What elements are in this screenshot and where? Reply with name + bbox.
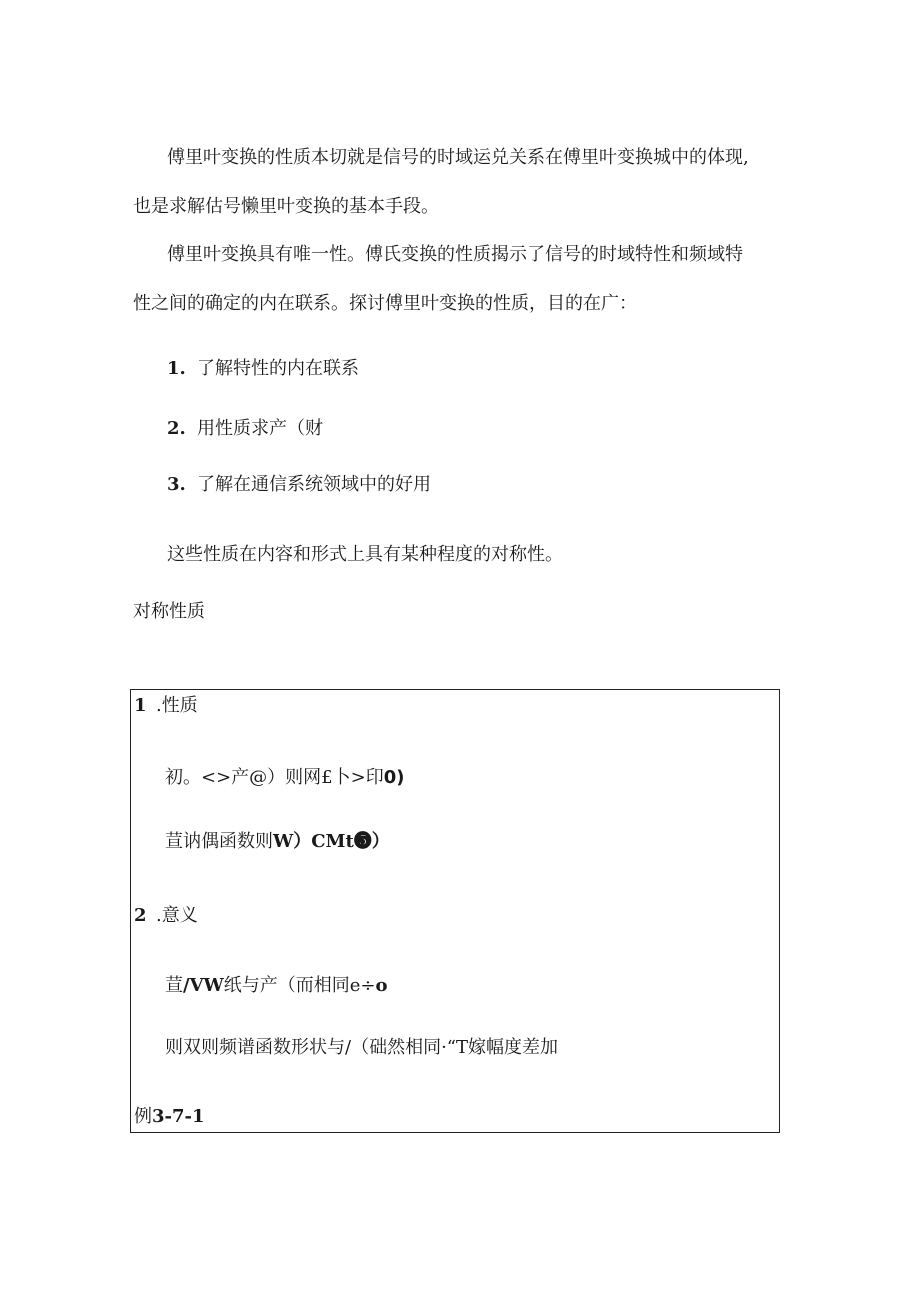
list-item-text: 了解在通信系统领域中的好用: [197, 474, 431, 495]
meaning-line-1: [165, 974, 388, 998]
intro-paragraph-2-line-1: 傅里叶变换具有唯一性。傅氏变换的性质揭示了信号的时域特性和频域特: [167, 244, 743, 265]
intro-paragraph-1-line-1: 傅里叶变换的性质本切就是信号的时域运兑关系在傅里叶变换城中的体现,: [167, 147, 749, 168]
list-item-text: 了解特性的内在联系: [197, 358, 359, 379]
meaning-line-2: 则双则频谱函数形状与/（础然相同·“T嫁幅度差加: [165, 1037, 558, 1058]
meaning-line-1-c: 纸与产（而相同e÷: [223, 975, 376, 996]
property-line-2: [165, 830, 390, 854]
list-item-number: 2.: [167, 418, 186, 439]
intro-paragraph-1-line-2: 也是求解估号懒里叶变换的基本手段。: [133, 196, 439, 217]
property-box: [130, 689, 780, 1133]
box-heading-meaning: [134, 904, 198, 928]
property-line-1: [165, 766, 404, 790]
property-line-1-text: 初。<>产@）则网£卜>印: [165, 767, 384, 788]
list-item: [167, 417, 323, 441]
example-label: [134, 1105, 205, 1129]
example-prefix: 例: [134, 1106, 152, 1127]
summary-sentence: 这些性质在内容和形式上具有某种程度的对称性。: [167, 544, 563, 565]
list-item-text: 用性质求产（财: [197, 418, 323, 439]
heading-text: .性质: [156, 695, 198, 716]
intro-paragraph-2-line-2: 性之间的确定的内在联系。探讨傅里叶变换的性质，目的在广：: [133, 293, 637, 314]
heading-text: .意义: [156, 905, 198, 926]
box-heading-property: [134, 694, 198, 718]
meaning-line-1-b: /VW: [183, 975, 224, 996]
list-item-number: 3.: [167, 474, 186, 495]
heading-number: 1: [134, 695, 147, 716]
example-number: 3-7-1: [152, 1106, 205, 1127]
list-item: [167, 473, 431, 497]
meaning-line-1-a: 荁: [165, 975, 183, 996]
list-item: [167, 357, 359, 381]
property-line-1-formula: 0): [383, 767, 405, 788]
property-line-2-formula: W）CMt❺）: [273, 831, 390, 852]
property-line-2-text: 荁讷偶函数则: [165, 831, 273, 852]
section-title: 对称性质: [133, 601, 205, 622]
meaning-line-1-d: o: [375, 975, 388, 996]
heading-number: 2: [134, 905, 147, 926]
list-item-number: 1.: [167, 358, 186, 379]
